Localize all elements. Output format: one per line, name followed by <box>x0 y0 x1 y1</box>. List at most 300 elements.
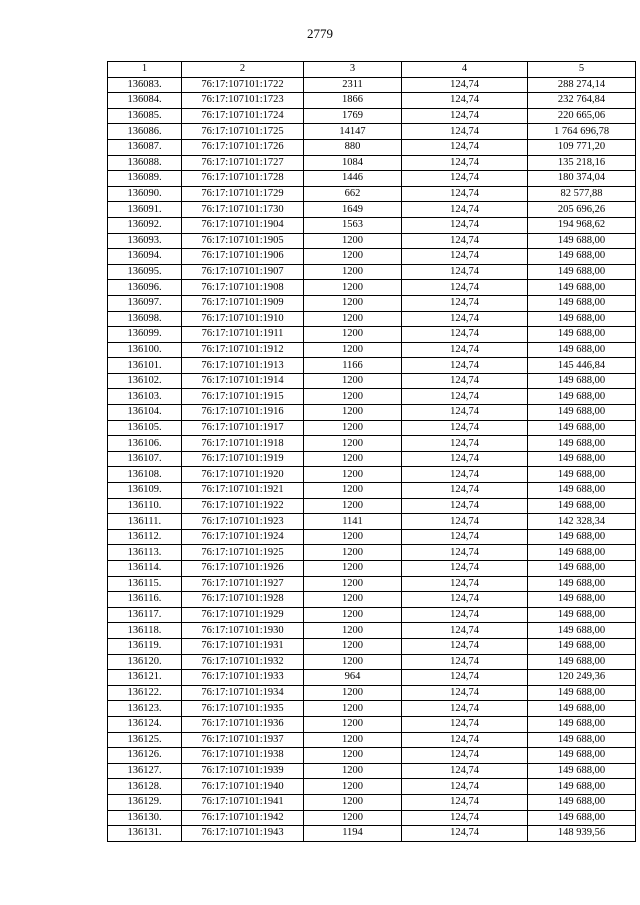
cadastral-number-cell: 76:17:107101:1942 <box>182 810 304 826</box>
table-row <box>108 171 636 187</box>
table-row <box>108 592 636 608</box>
value-cell: 109 771,20 <box>528 139 636 155</box>
value-cell: 149 688,00 <box>528 342 636 358</box>
row-number-cell: 136118. <box>108 623 182 639</box>
area-cell: 1200 <box>304 529 402 545</box>
area-cell: 1563 <box>304 217 402 233</box>
area-cell: 1200 <box>304 763 402 779</box>
row-number-cell: 136099. <box>108 327 182 343</box>
rate-cell: 124,74 <box>402 155 528 171</box>
table-row <box>108 545 636 561</box>
value-cell: 220 665,06 <box>528 108 636 124</box>
table-header <box>108 62 636 78</box>
cadastral-number-cell: 76:17:107101:1729 <box>182 186 304 202</box>
cadastral-number-cell: 76:17:107101:1915 <box>182 389 304 405</box>
cadastral-number-cell: 76:17:107101:1919 <box>182 451 304 467</box>
cadastral-number-cell: 76:17:107101:1918 <box>182 436 304 452</box>
cadastral-number-cell: 76:17:107101:1726 <box>182 139 304 155</box>
row-number-cell: 136124. <box>108 716 182 732</box>
rate-cell: 124,74 <box>402 826 528 842</box>
rate-cell: 124,74 <box>402 249 528 265</box>
area-cell: 1200 <box>304 779 402 795</box>
area-cell: 1194 <box>304 826 402 842</box>
rate-cell: 124,74 <box>402 545 528 561</box>
area-cell: 1200 <box>304 576 402 592</box>
cadastral-number-cell: 76:17:107101:1913 <box>182 358 304 374</box>
cadastral-number-cell: 76:17:107101:1938 <box>182 748 304 764</box>
row-number-cell: 136097. <box>108 295 182 311</box>
row-number-cell: 136113. <box>108 545 182 561</box>
value-cell: 149 688,00 <box>528 295 636 311</box>
rate-cell: 124,74 <box>402 451 528 467</box>
value-cell: 180 374,04 <box>528 171 636 187</box>
value-cell: 149 688,00 <box>528 451 636 467</box>
row-number-cell: 136131. <box>108 826 182 842</box>
row-number-cell: 136094. <box>108 249 182 265</box>
row-number-cell: 136106. <box>108 436 182 452</box>
area-cell: 1200 <box>304 389 402 405</box>
value-cell: 149 688,00 <box>528 623 636 639</box>
row-number-cell: 136085. <box>108 108 182 124</box>
row-number-cell: 136093. <box>108 233 182 249</box>
area-cell: 1200 <box>304 654 402 670</box>
rate-cell: 124,74 <box>402 405 528 421</box>
table-row <box>108 451 636 467</box>
area-cell: 1166 <box>304 358 402 374</box>
cadastral-number-cell: 76:17:107101:1917 <box>182 420 304 436</box>
row-number-cell: 136103. <box>108 389 182 405</box>
area-cell: 1200 <box>304 561 402 577</box>
row-number-cell: 136087. <box>108 139 182 155</box>
cadastral-number-cell: 76:17:107101:1922 <box>182 498 304 514</box>
cadastral-number-cell: 76:17:107101:1905 <box>182 233 304 249</box>
value-cell: 149 688,00 <box>528 732 636 748</box>
table-row <box>108 233 636 249</box>
table-row <box>108 264 636 280</box>
value-cell: 149 688,00 <box>528 389 636 405</box>
cadastral-number-cell: 76:17:107101:1722 <box>182 77 304 93</box>
data-table <box>107 61 636 842</box>
row-number-cell: 136125. <box>108 732 182 748</box>
table-row <box>108 763 636 779</box>
rate-cell: 124,74 <box>402 810 528 826</box>
area-cell: 1200 <box>304 498 402 514</box>
row-number-cell: 136123. <box>108 701 182 717</box>
row-number-cell: 136114. <box>108 561 182 577</box>
cadastral-number-cell: 76:17:107101:1943 <box>182 826 304 842</box>
cadastral-number-cell: 76:17:107101:1912 <box>182 342 304 358</box>
table-row <box>108 685 636 701</box>
rate-cell: 124,74 <box>402 529 528 545</box>
table-row <box>108 108 636 124</box>
area-cell: 1200 <box>304 327 402 343</box>
column-header-2: 2 <box>182 62 304 78</box>
table-row <box>108 810 636 826</box>
cadastral-number-cell: 76:17:107101:1916 <box>182 405 304 421</box>
row-number-cell: 136116. <box>108 592 182 608</box>
rate-cell: 124,74 <box>402 217 528 233</box>
table-row <box>108 405 636 421</box>
value-cell: 148 939,56 <box>528 826 636 842</box>
rate-cell: 124,74 <box>402 467 528 483</box>
row-number-cell: 136121. <box>108 670 182 686</box>
value-cell: 149 688,00 <box>528 420 636 436</box>
table-row <box>108 623 636 639</box>
rate-cell: 124,74 <box>402 171 528 187</box>
column-header-3: 3 <box>304 62 402 78</box>
rate-cell: 124,74 <box>402 342 528 358</box>
area-cell: 1200 <box>304 483 402 499</box>
area-cell: 1200 <box>304 623 402 639</box>
value-cell: 149 688,00 <box>528 763 636 779</box>
table-row <box>108 654 636 670</box>
cadastral-number-cell: 76:17:107101:1941 <box>182 794 304 810</box>
value-cell: 149 688,00 <box>528 748 636 764</box>
cadastral-number-cell: 76:17:107101:1929 <box>182 607 304 623</box>
value-cell: 135 218,16 <box>528 155 636 171</box>
value-cell: 149 688,00 <box>528 794 636 810</box>
row-number-cell: 136115. <box>108 576 182 592</box>
value-cell: 149 688,00 <box>528 529 636 545</box>
table-row <box>108 280 636 296</box>
row-number-cell: 136084. <box>108 93 182 109</box>
rate-cell: 124,74 <box>402 202 528 218</box>
cadastral-number-cell: 76:17:107101:1921 <box>182 483 304 499</box>
rate-cell: 124,74 <box>402 233 528 249</box>
area-cell: 2311 <box>304 77 402 93</box>
cadastral-number-cell: 76:17:107101:1928 <box>182 592 304 608</box>
rate-cell: 124,74 <box>402 420 528 436</box>
column-header-4: 4 <box>402 62 528 78</box>
area-cell: 1200 <box>304 545 402 561</box>
cadastral-number-cell: 76:17:107101:1907 <box>182 264 304 280</box>
area-cell: 1141 <box>304 514 402 530</box>
value-cell: 149 688,00 <box>528 311 636 327</box>
row-number-cell: 136092. <box>108 217 182 233</box>
table-row <box>108 342 636 358</box>
cadastral-number-cell: 76:17:107101:1935 <box>182 701 304 717</box>
value-cell: 149 688,00 <box>528 810 636 826</box>
value-cell: 149 688,00 <box>528 561 636 577</box>
rate-cell: 124,74 <box>402 139 528 155</box>
row-number-cell: 136105. <box>108 420 182 436</box>
value-cell: 149 688,00 <box>528 716 636 732</box>
table-row <box>108 576 636 592</box>
cadastral-number-cell: 76:17:107101:1910 <box>182 311 304 327</box>
row-number-cell: 136112. <box>108 529 182 545</box>
column-header-1: 1 <box>108 62 182 78</box>
rate-cell: 124,74 <box>402 77 528 93</box>
row-number-cell: 136126. <box>108 748 182 764</box>
cadastral-number-cell: 76:17:107101:1724 <box>182 108 304 124</box>
rate-cell: 124,74 <box>402 763 528 779</box>
row-number-cell: 136098. <box>108 311 182 327</box>
value-cell: 149 688,00 <box>528 436 636 452</box>
value-cell: 288 274,14 <box>528 77 636 93</box>
table-row <box>108 638 636 654</box>
value-cell: 145 446,84 <box>528 358 636 374</box>
value-cell: 82 577,88 <box>528 186 636 202</box>
rate-cell: 124,74 <box>402 794 528 810</box>
row-number-cell: 136104. <box>108 405 182 421</box>
area-cell: 1200 <box>304 311 402 327</box>
header-row <box>108 62 636 78</box>
area-cell: 1200 <box>304 685 402 701</box>
rate-cell: 124,74 <box>402 514 528 530</box>
area-cell: 1084 <box>304 155 402 171</box>
area-cell: 1200 <box>304 638 402 654</box>
area-cell: 1200 <box>304 716 402 732</box>
value-cell: 149 688,00 <box>528 233 636 249</box>
table-row <box>108 217 636 233</box>
area-cell: 1200 <box>304 249 402 265</box>
cadastral-number-cell: 76:17:107101:1906 <box>182 249 304 265</box>
cadastral-number-cell: 76:17:107101:1923 <box>182 514 304 530</box>
row-number-cell: 136086. <box>108 124 182 140</box>
area-cell: 1200 <box>304 732 402 748</box>
table-row <box>108 420 636 436</box>
area-cell: 1200 <box>304 810 402 826</box>
row-number-cell: 136128. <box>108 779 182 795</box>
table-row <box>108 732 636 748</box>
value-cell: 149 688,00 <box>528 467 636 483</box>
cadastral-number-cell: 76:17:107101:1940 <box>182 779 304 795</box>
rate-cell: 124,74 <box>402 576 528 592</box>
rate-cell: 124,74 <box>402 779 528 795</box>
table-row <box>108 701 636 717</box>
cadastral-number-cell: 76:17:107101:1932 <box>182 654 304 670</box>
value-cell: 149 688,00 <box>528 592 636 608</box>
row-number-cell: 136117. <box>108 607 182 623</box>
row-number-cell: 136129. <box>108 794 182 810</box>
area-cell: 1200 <box>304 794 402 810</box>
rate-cell: 124,74 <box>402 436 528 452</box>
rate-cell: 124,74 <box>402 124 528 140</box>
rate-cell: 124,74 <box>402 732 528 748</box>
rate-cell: 124,74 <box>402 638 528 654</box>
cadastral-number-cell: 76:17:107101:1920 <box>182 467 304 483</box>
area-cell: 1200 <box>304 436 402 452</box>
value-cell: 149 688,00 <box>528 327 636 343</box>
rate-cell: 124,74 <box>402 358 528 374</box>
value-cell: 149 688,00 <box>528 654 636 670</box>
row-number-cell: 136109. <box>108 483 182 499</box>
table-row <box>108 529 636 545</box>
cadastral-number-cell: 76:17:107101:1728 <box>182 171 304 187</box>
area-cell: 1200 <box>304 607 402 623</box>
area-cell: 1769 <box>304 108 402 124</box>
cadastral-number-cell: 76:17:107101:1925 <box>182 545 304 561</box>
rate-cell: 124,74 <box>402 108 528 124</box>
value-cell: 149 688,00 <box>528 498 636 514</box>
area-cell: 14147 <box>304 124 402 140</box>
table-row <box>108 155 636 171</box>
cadastral-number-cell: 76:17:107101:1937 <box>182 732 304 748</box>
value-cell: 149 688,00 <box>528 249 636 265</box>
cadastral-number-cell: 76:17:107101:1934 <box>182 685 304 701</box>
cadastral-number-cell: 76:17:107101:1931 <box>182 638 304 654</box>
rate-cell: 124,74 <box>402 701 528 717</box>
row-number-cell: 136096. <box>108 280 182 296</box>
table-row <box>108 670 636 686</box>
table-row <box>108 467 636 483</box>
value-cell: 149 688,00 <box>528 545 636 561</box>
row-number-cell: 136100. <box>108 342 182 358</box>
table-row <box>108 826 636 842</box>
area-cell: 1200 <box>304 748 402 764</box>
row-number-cell: 136091. <box>108 202 182 218</box>
table-row <box>108 748 636 764</box>
row-number-cell: 136122. <box>108 685 182 701</box>
cadastral-number-cell: 76:17:107101:1927 <box>182 576 304 592</box>
rate-cell: 124,74 <box>402 93 528 109</box>
table-row <box>108 561 636 577</box>
table-row <box>108 139 636 155</box>
table-row <box>108 311 636 327</box>
rate-cell: 124,74 <box>402 483 528 499</box>
table-body <box>108 77 636 841</box>
table-row <box>108 93 636 109</box>
cadastral-number-cell: 76:17:107101:1725 <box>182 124 304 140</box>
value-cell: 149 688,00 <box>528 264 636 280</box>
area-cell: 1200 <box>304 233 402 249</box>
row-number-cell: 136083. <box>108 77 182 93</box>
table-row <box>108 186 636 202</box>
area-cell: 1200 <box>304 405 402 421</box>
rate-cell: 124,74 <box>402 623 528 639</box>
table-row <box>108 514 636 530</box>
area-cell: 1200 <box>304 420 402 436</box>
area-cell: 964 <box>304 670 402 686</box>
row-number-cell: 136089. <box>108 171 182 187</box>
table-row <box>108 607 636 623</box>
rate-cell: 124,74 <box>402 498 528 514</box>
rate-cell: 124,74 <box>402 748 528 764</box>
rate-cell: 124,74 <box>402 295 528 311</box>
rate-cell: 124,74 <box>402 561 528 577</box>
cadastral-number-cell: 76:17:107101:1933 <box>182 670 304 686</box>
rate-cell: 124,74 <box>402 311 528 327</box>
table-row <box>108 794 636 810</box>
area-cell: 1200 <box>304 280 402 296</box>
row-number-cell: 136111. <box>108 514 182 530</box>
row-number-cell: 136107. <box>108 451 182 467</box>
value-cell: 194 968,62 <box>528 217 636 233</box>
rate-cell: 124,74 <box>402 186 528 202</box>
rate-cell: 124,74 <box>402 654 528 670</box>
cadastral-number-cell: 76:17:107101:1723 <box>182 93 304 109</box>
table-row <box>108 358 636 374</box>
area-cell: 1200 <box>304 264 402 280</box>
cadastral-number-cell: 76:17:107101:1909 <box>182 295 304 311</box>
row-number-cell: 136127. <box>108 763 182 779</box>
column-header-5: 5 <box>528 62 636 78</box>
cadastral-number-cell: 76:17:107101:1914 <box>182 373 304 389</box>
area-cell: 1200 <box>304 373 402 389</box>
table-row <box>108 202 636 218</box>
table-row <box>108 77 636 93</box>
rate-cell: 124,74 <box>402 327 528 343</box>
value-cell: 149 688,00 <box>528 701 636 717</box>
page-number: 2779 <box>307 26 333 41</box>
table-row <box>108 483 636 499</box>
rate-cell: 124,74 <box>402 670 528 686</box>
rate-cell: 124,74 <box>402 280 528 296</box>
row-number-cell: 136090. <box>108 186 182 202</box>
cadastral-number-cell: 76:17:107101:1908 <box>182 280 304 296</box>
row-number-cell: 136108. <box>108 467 182 483</box>
cadastral-number-cell: 76:17:107101:1930 <box>182 623 304 639</box>
table-row <box>108 327 636 343</box>
table-row <box>108 124 636 140</box>
rate-cell: 124,74 <box>402 264 528 280</box>
area-cell: 1200 <box>304 342 402 358</box>
table-row <box>108 436 636 452</box>
value-cell: 205 696,26 <box>528 202 636 218</box>
cadastral-number-cell: 76:17:107101:1926 <box>182 561 304 577</box>
value-cell: 149 688,00 <box>528 405 636 421</box>
table-row <box>108 716 636 732</box>
value-cell: 149 688,00 <box>528 638 636 654</box>
value-cell: 232 764,84 <box>528 93 636 109</box>
value-cell: 149 688,00 <box>528 685 636 701</box>
area-cell: 1200 <box>304 467 402 483</box>
value-cell: 1 764 696,78 <box>528 124 636 140</box>
value-cell: 149 688,00 <box>528 607 636 623</box>
row-number-cell: 136119. <box>108 638 182 654</box>
rate-cell: 124,74 <box>402 389 528 405</box>
value-cell: 149 688,00 <box>528 483 636 499</box>
area-cell: 1200 <box>304 295 402 311</box>
area-cell: 1446 <box>304 171 402 187</box>
rate-cell: 124,74 <box>402 373 528 389</box>
area-cell: 1866 <box>304 93 402 109</box>
value-cell: 149 688,00 <box>528 280 636 296</box>
value-cell: 149 688,00 <box>528 373 636 389</box>
area-cell: 880 <box>304 139 402 155</box>
cadastral-number-cell: 76:17:107101:1939 <box>182 763 304 779</box>
area-cell: 1200 <box>304 592 402 608</box>
rate-cell: 124,74 <box>402 716 528 732</box>
value-cell: 120 249,36 <box>528 670 636 686</box>
cadastral-number-cell: 76:17:107101:1727 <box>182 155 304 171</box>
row-number-cell: 136102. <box>108 373 182 389</box>
row-number-cell: 136120. <box>108 654 182 670</box>
row-number-cell: 136095. <box>108 264 182 280</box>
cadastral-number-cell: 76:17:107101:1936 <box>182 716 304 732</box>
cadastral-number-cell: 76:17:107101:1911 <box>182 327 304 343</box>
row-number-cell: 136101. <box>108 358 182 374</box>
area-cell: 1200 <box>304 451 402 467</box>
area-cell: 662 <box>304 186 402 202</box>
table-row <box>108 295 636 311</box>
row-number-cell: 136088. <box>108 155 182 171</box>
cadastral-number-cell: 76:17:107101:1924 <box>182 529 304 545</box>
row-number-cell: 136110. <box>108 498 182 514</box>
rate-cell: 124,74 <box>402 607 528 623</box>
area-cell: 1200 <box>304 701 402 717</box>
rate-cell: 124,74 <box>402 592 528 608</box>
cadastral-number-cell: 76:17:107101:1904 <box>182 217 304 233</box>
row-number-cell: 136130. <box>108 810 182 826</box>
value-cell: 149 688,00 <box>528 576 636 592</box>
table-row <box>108 389 636 405</box>
rate-cell: 124,74 <box>402 685 528 701</box>
cadastral-number-cell: 76:17:107101:1730 <box>182 202 304 218</box>
value-cell: 149 688,00 <box>528 779 636 795</box>
table-row <box>108 779 636 795</box>
table-row <box>108 249 636 265</box>
